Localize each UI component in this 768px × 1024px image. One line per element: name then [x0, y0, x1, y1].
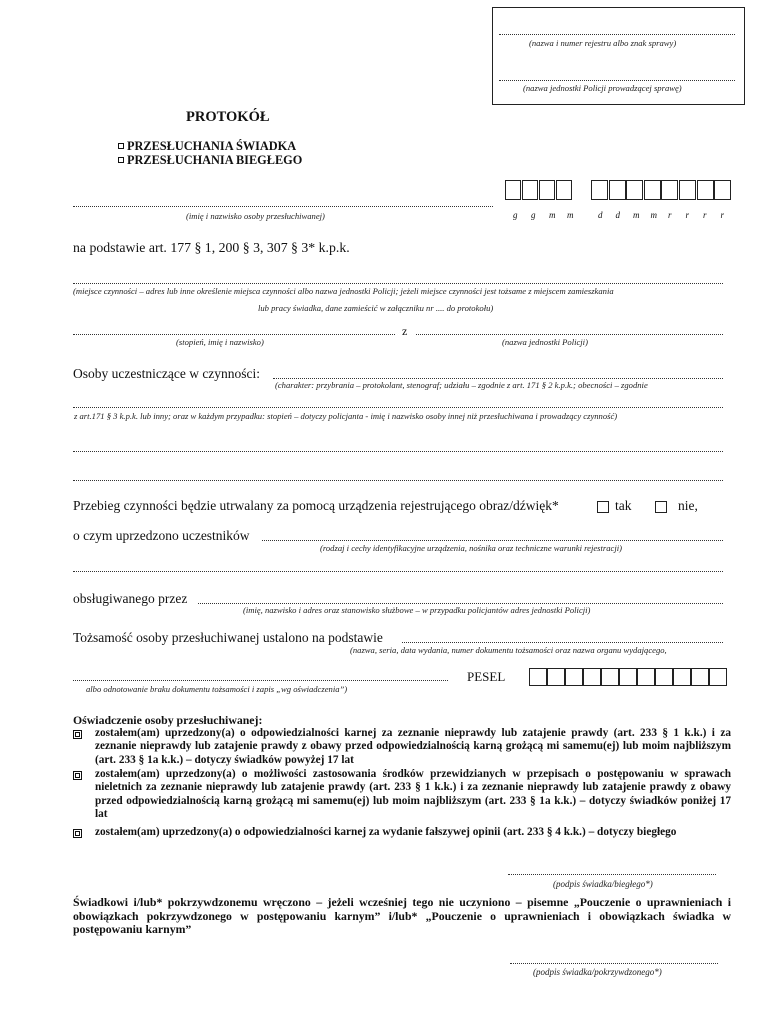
case-register-caption: (nazwa i numer rejestru albo znak sprawy): [529, 38, 677, 48]
participants-field-4[interactable]: [73, 480, 723, 481]
time-box[interactable]: [556, 180, 572, 200]
victim-signature-field[interactable]: [510, 963, 718, 964]
document-title: PROTOKÓŁ: [186, 109, 270, 125]
date-box[interactable]: [679, 180, 696, 200]
date-box[interactable]: [661, 180, 678, 200]
person-name-caption: (imię i nazwisko osoby przesłuchiwanej): [186, 211, 325, 221]
recording-no-label: nie,: [678, 498, 698, 513]
participants-field-2[interactable]: [73, 407, 723, 408]
date-letter: g: [513, 210, 518, 220]
operated-label: obsługiwanego przez: [73, 591, 188, 606]
officer-unit-field[interactable]: [416, 334, 723, 335]
date-letter: r: [720, 210, 725, 220]
checkbox-icon[interactable]: [73, 829, 82, 838]
pesel-box[interactable]: [709, 668, 727, 686]
declaration-title: Oświadczenie osoby przesłuchiwanej:: [73, 713, 263, 727]
recording-yes-checkbox[interactable]: [597, 501, 609, 513]
informed-field-2[interactable]: [73, 571, 723, 572]
time-box[interactable]: [505, 180, 521, 200]
date-box[interactable]: [697, 180, 714, 200]
place-caption-2: lub pracy świadka, dane zamieścić w załączniku nr .... do protokołu): [258, 303, 494, 313]
pesel-box[interactable]: [583, 668, 601, 686]
option-expert[interactable]: [118, 153, 302, 168]
option-witness[interactable]: [118, 139, 296, 154]
time-box[interactable]: [539, 180, 555, 200]
participants-label: Osoby uczestniczące w czynności:: [73, 366, 261, 381]
pesel-box[interactable]: [565, 668, 583, 686]
case-register-field[interactable]: [499, 34, 735, 35]
option-expert-label: PRZESŁUCHANIA BIEGŁEGO: [127, 153, 303, 167]
declaration-item-2: zostałem(am) uprzedzony(a) o możliwości zastosowania środków przewidzianych w przepisach o postępowaniu w sprawach nieletnich za zeznanie nieprawdy lub zatajenie prawdy (art. 233 § 1 k.k.) i za zeznanie nieprawdy lub zatajenie prawdy z obawy przed odpowiedzialnością karną grożącą mi samemu(ej) lub moim najbliższym (art. 233 § 1a k.k.) – dotyczy świadków poniżej 17 lat: [95, 768, 731, 821]
date-box[interactable]: [609, 180, 626, 200]
identity-caption-1: (nazwa, seria, data wydania, numer dokumentu tożsamości oraz nazwa organu wydającego,: [350, 645, 667, 655]
pesel-box[interactable]: [601, 668, 619, 686]
officer-z: z: [402, 324, 408, 338]
recording-yes-label: tak: [615, 498, 632, 513]
informed-label: o czym uprzedzono uczestników: [73, 528, 250, 543]
place-field[interactable]: [73, 283, 723, 284]
date-box[interactable]: [626, 180, 643, 200]
participants-field[interactable]: [273, 378, 723, 379]
date-letter: d: [615, 210, 620, 220]
identity-caption-2: albo odnotowanie braku dokumentu tożsamości i zapis „wg oświadczenia”): [86, 684, 348, 694]
pesel-box[interactable]: [655, 668, 673, 686]
pesel-box[interactable]: [691, 668, 709, 686]
participants-field-3[interactable]: [73, 451, 723, 452]
date-letter: m: [567, 210, 574, 220]
recording-no-checkbox[interactable]: [655, 501, 667, 513]
police-unit-caption: (nazwa jednostki Policji prowadzącej sprawę): [523, 83, 682, 93]
place-caption-1: (miejsce czynności – adres lub inne określenie miejsca czynności albo nazwa jednostki Policji; jeżeli miejsce czynności jest tożsame z miejscem zamieszkania: [73, 286, 614, 296]
register-box: [492, 7, 745, 105]
operated-field[interactable]: [198, 603, 723, 604]
date-letter: d: [598, 210, 603, 220]
option-witness-label: PRZESŁUCHANIA ŚWIADKA: [127, 139, 297, 153]
time-box[interactable]: [522, 180, 538, 200]
pesel-box[interactable]: [637, 668, 655, 686]
legal-basis: na podstawie art. 177 § 1, 200 § 3, 307 § 3* k.p.k.: [73, 240, 350, 255]
participants-caption-1: (charakter: przybrania – protokolant, stenograf; udziału – zgodnie z art. 171 § 2 k.p.k.; obecności – zgodnie: [275, 380, 648, 390]
date-letter: g: [531, 210, 536, 220]
operated-caption: (imię, nazwisko i adres oraz stanowisko służbowe – w przypadku policjantów adres jednostki Policji): [243, 605, 591, 615]
pesel-box[interactable]: [619, 668, 637, 686]
declaration-item-3: zostałem(am) uprzedzony(a) o odpowiedzialności karnej za wydanie fałszywej opinii (art. 233 § 4 k.k.) – dotyczy biegłego: [95, 826, 677, 838]
identity-field-2[interactable]: [73, 680, 448, 681]
witness-signature-field[interactable]: [508, 874, 716, 875]
recording-question: Przebieg czynności będzie utrwalany za pomocą urządzenia rejestrującego obraz/dźwięk*: [73, 498, 559, 513]
police-unit-field[interactable]: [499, 80, 735, 81]
date-letter: r: [668, 210, 672, 220]
handover-text: Świadkowi i/lub* pokrzywdzonemu wręczono – jeżeli wcześniej tego nie uczyniono – pisemne „Pouczenie o uprawnieniach i obowiązkach pokrzywdzonego w postępowaniu karnym” i/lub* „Pouczenie o uprawnieniach i obowiązkach świadka w postępowaniu karnym”: [73, 895, 731, 937]
identity-field[interactable]: [402, 642, 723, 643]
informed-field[interactable]: [262, 540, 723, 541]
officer-unit-caption: (nazwa jednostki Policji): [502, 337, 588, 347]
date-box[interactable]: [714, 180, 731, 200]
declaration-item-1: zostałem(am) uprzedzony(a) o odpowiedzialności karnej za zeznanie nieprawdy lub zatajenie prawdy (art. 233 § 1 k.k.) i za zeznanie nieprawdy lub zatajenie prawdy z obawy przed odpowiedzialnością karną grożącą mi samemu(ej) lub moim najbliższym (art. 233 § 1a k.k.) – dotyczy świadków powyżej 17 lat: [95, 727, 731, 766]
checkbox-icon: [118, 143, 124, 149]
identity-label: Tożsamość osoby przesłuchiwanej ustalono na podstawie: [73, 630, 383, 645]
victim-signature-caption: (podpis świadka/pokrzywdzonego*): [533, 967, 662, 977]
pesel-box[interactable]: [673, 668, 691, 686]
date-box[interactable]: [644, 180, 661, 200]
pesel-box[interactable]: [529, 668, 547, 686]
pesel-label: PESEL: [467, 669, 506, 684]
participants-caption-2: z art.171 § 3 k.p.k. lub inny; oraz w każdym przypadku: stopień – dotyczy policjanta - imię i nazwisko osoby innej niż przesłuchiwana i prowadzący czynność): [74, 411, 618, 421]
person-name-field[interactable]: [73, 206, 493, 207]
pesel-box[interactable]: [547, 668, 565, 686]
date-box[interactable]: [591, 180, 608, 200]
officer-caption: (stopień, imię i nazwisko): [176, 337, 264, 347]
checkbox-icon: [118, 157, 124, 163]
informed-caption: (rodzaj i cechy identyfikacyjne urządzenia, nośnika oraz techniczne warunki rejestracji): [320, 543, 622, 553]
witness-signature-caption: (podpis świadka/biegłego*): [553, 879, 653, 889]
checkbox-icon[interactable]: [73, 730, 82, 739]
date-letter: r: [703, 210, 707, 220]
date-letter: m: [650, 210, 657, 220]
checkbox-icon[interactable]: [73, 771, 82, 780]
date-letter: m: [549, 210, 556, 220]
date-letter: m: [633, 210, 640, 220]
date-letter: r: [685, 210, 690, 220]
officer-field[interactable]: [73, 334, 395, 335]
